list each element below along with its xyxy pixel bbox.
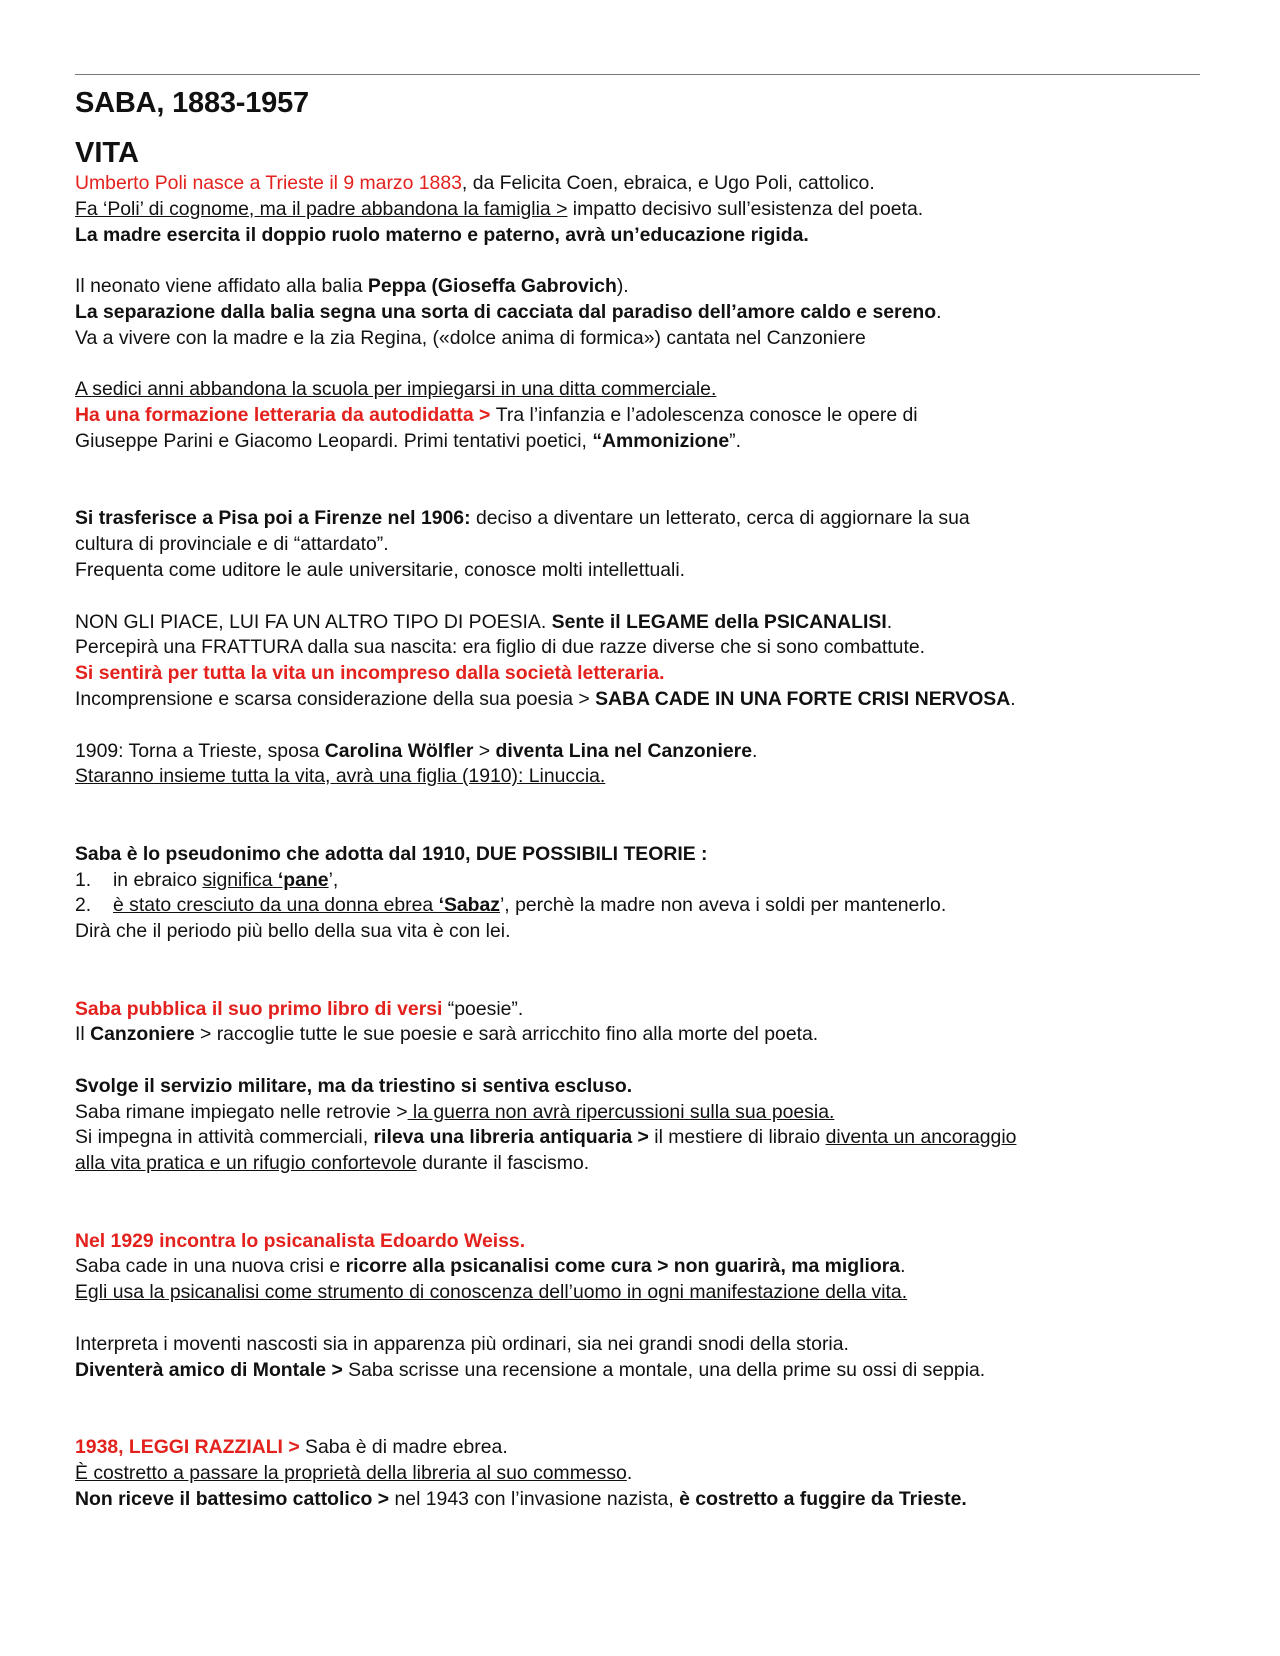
paragraph-line: alla vita pratica e un rifugio confortevole durante il fascismo. xyxy=(75,1152,590,1175)
paragraph-line: 1909: Torna a Trieste, sposa Carolina Wölfler > diventa Lina nel Canzoniere. xyxy=(75,739,758,762)
paragraph-line: A sedici anni abbandona la scuola per impiegarsi in una ditta commerciale. xyxy=(75,378,717,401)
paragraph-line: Umberto Poli nasce a Trieste il 9 marzo 1883, da Felicita Coen, ebraica, e Ugo Poli, cattolico. xyxy=(75,172,875,194)
paragraph-line: Ha una formazione letteraria da autodidatta > Tra l’infanzia e l’adolescenza conosce le opere di xyxy=(75,404,918,427)
paragraph-line: Saba è lo pseudonimo che adotta dal 1910, DUE POSSIBILI TEORIE : xyxy=(75,842,708,865)
paragraph-line: Interpreta i moventi nascosti sia in apparenza più ordinari, sia nei grandi snodi della storia. xyxy=(75,1332,849,1355)
document-title: SABA, 1883-1957 xyxy=(75,87,309,119)
top-divider xyxy=(75,74,1200,75)
paragraph-line: Si impegna in attività commerciali, rileva una libreria antiquaria > il mestiere di libraio diventa un ancoraggio xyxy=(75,1126,1017,1149)
paragraph-line: Frequenta come uditore le aule universitarie, conosce molti intellettuali. xyxy=(75,558,686,581)
paragraph-line: Incomprensione e scarsa considerazione della sua poesia > SABA CADE IN UNA FORTE CRISI NERVOSA. xyxy=(75,687,1016,710)
paragraph-line: Giuseppe Parini e Giacomo Leopardi. Primi tentativi poetici, “Ammonizione”. xyxy=(75,429,742,452)
paragraph-line: NON GLI PIACE, LUI FA UN ALTRO TIPO DI POESIA. Sente il LEGAME della PSICANALISI. xyxy=(75,610,893,633)
paragraph-line: Saba rimane impiegato nelle retrovie > la guerra non avrà ripercussioni sulla sua poesia. xyxy=(75,1100,835,1123)
section-heading: VITA xyxy=(75,137,139,169)
paragraph-line: È costretto a passare la proprietà della libreria al suo commesso. xyxy=(75,1461,633,1484)
paragraph-line: Saba cade in una nuova crisi e ricorre alla psicanalisi come cura > non guarirà, ma migliora. xyxy=(75,1255,906,1278)
paragraph-line: cultura di provinciale e di “attardato”. xyxy=(75,533,389,556)
paragraph-line: Fa ‘Poli’ di cognome, ma il padre abbandona la famiglia > impatto decisivo sull’esistenza del poeta. xyxy=(75,197,924,220)
paragraph-line: Non riceve il battesimo cattolico > nel 1943 con l’invasione nazista, è costretto a fuggire da Trieste. xyxy=(75,1487,967,1510)
list-item: 2. è stato cresciuto da una donna ebrea ‘Sabaz’, perchè la madre non aveva i soldi per mantenerlo. xyxy=(75,894,947,917)
paragraph-line: Nel 1929 incontra lo psicanalista Edoardo Weiss. xyxy=(75,1229,526,1252)
paragraph-line: Saba pubblica il suo primo libro di versi “poesie”. xyxy=(75,997,524,1020)
paragraph-line: Dirà che il periodo più bello della sua vita è con lei. xyxy=(75,920,511,943)
paragraph-line: Il neonato viene affidato alla balia Peppa (Gioseffa Gabrovich). xyxy=(75,275,629,298)
paragraph-line: Percepirà una FRATTURA dalla sua nascita: era figlio di due razze diverse che si sono combattute. xyxy=(75,636,926,659)
paragraph-line: Si trasferisce a Pisa poi a Firenze nel 1906: deciso a diventare un letterato, cerca di aggiornare la sua xyxy=(75,507,970,530)
paragraph-line: Si sentirà per tutta la vita un incompreso dalla società letteraria. xyxy=(75,662,665,685)
paragraph-line: Va a vivere con la madre e la zia Regina, («dolce anima di formica») cantata nel Canzoniere xyxy=(75,326,866,349)
paragraph-line: Egli usa la psicanalisi come strumento di conoscenza dell’uomo in ogni manifestazione della vita. xyxy=(75,1281,908,1304)
paragraph-line: 1938, LEGGI RAZZIALI > Saba è di madre ebrea. xyxy=(75,1436,508,1459)
paragraph-line: Staranno insieme tutta la vita, avrà una figlia (1910): Linuccia. xyxy=(75,765,606,788)
paragraph-line: Il Canzoniere > raccoglie tutte le sue poesie e sarà arricchito fino alla morte del poeta. xyxy=(75,1023,819,1046)
list-item: 1. in ebraico significa ‘pane’, xyxy=(75,868,339,891)
document-page xyxy=(75,74,1200,1512)
paragraph-line: La madre esercita il doppio ruolo materno e paterno, avrà un’educazione rigida. xyxy=(75,223,809,246)
paragraph-line: Svolge il servizio militare, ma da triestino si sentiva escluso. xyxy=(75,1074,633,1097)
paragraph-line: Diventerà amico di Montale > Saba scrisse una recensione a montale, una della prime su ossi di seppia. xyxy=(75,1358,986,1381)
paragraph-line: La separazione dalla balia segna una sorta di cacciata dal paradiso dell’amore caldo e sereno. xyxy=(75,300,942,323)
